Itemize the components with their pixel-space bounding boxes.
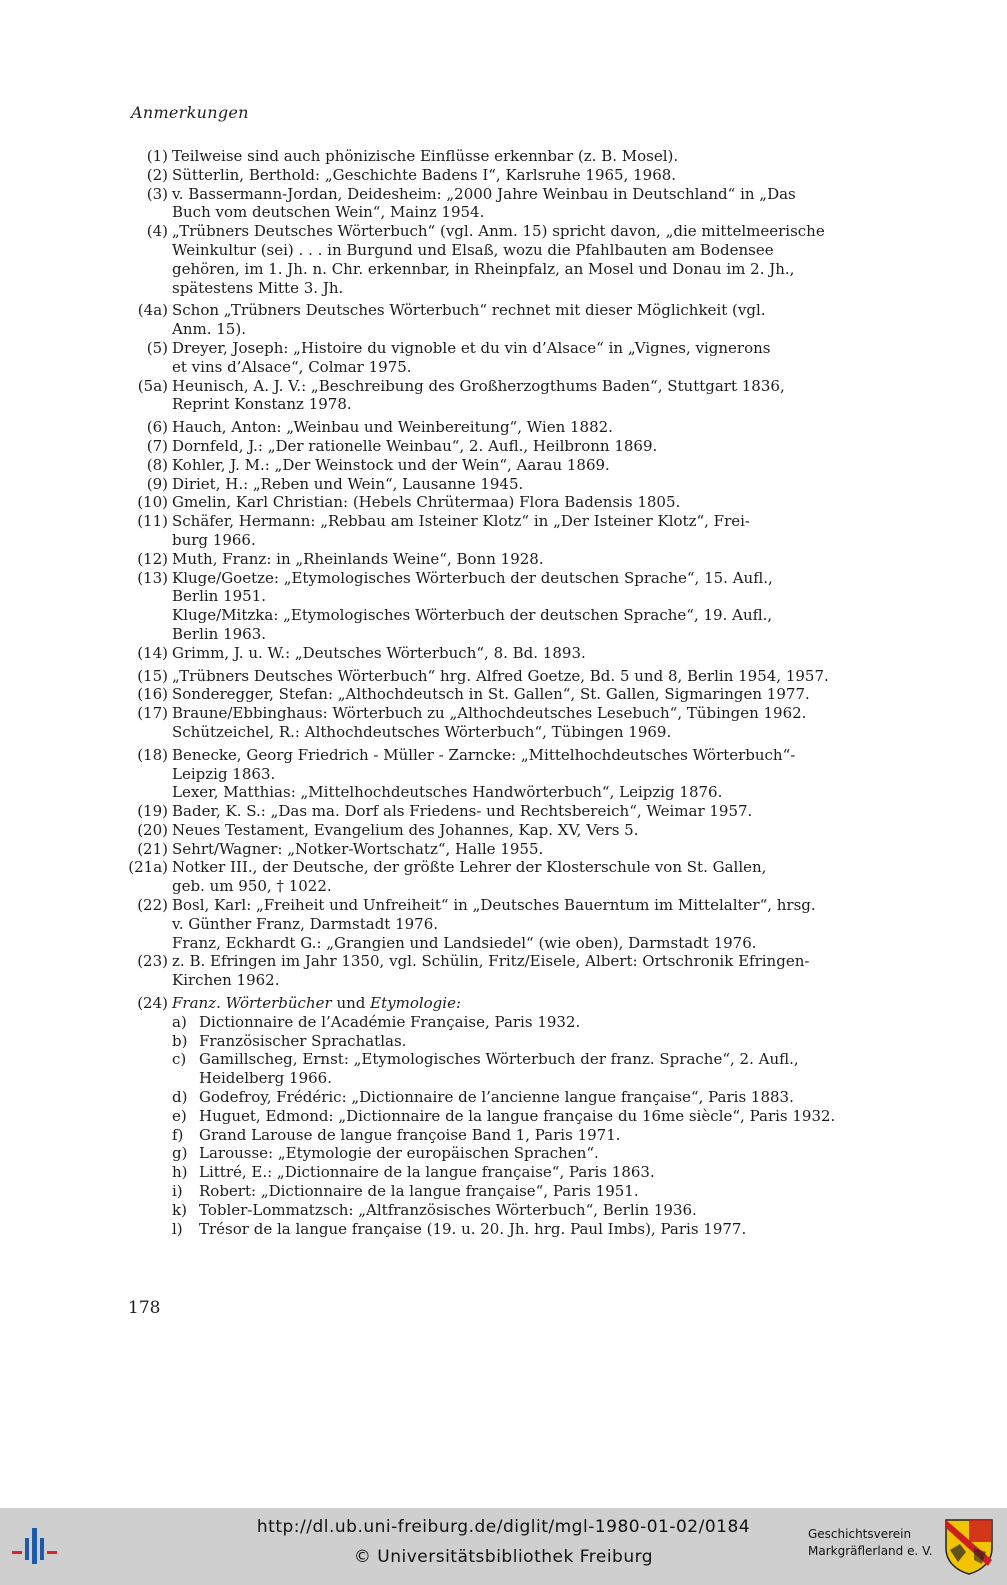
note-line: Dornfeld, J.: „Der rationelle Weinbau“, 2. Aufl., Heilbronn 1869. (172, 436, 658, 455)
sub-entry (128, 1050, 876, 1088)
note-number: (21) (137, 839, 168, 858)
society-name (808, 1526, 933, 1560)
note-number: (20) (137, 820, 168, 839)
sub-entry-line: Französischer Sprachatlas. (199, 1031, 407, 1050)
note-number: (17) (137, 704, 168, 723)
sub-entry-line: Larousse: „Etymologie der europäischen Sprachen“. (199, 1144, 599, 1163)
sub-entry-letter: g) (172, 1144, 188, 1163)
note-line: Kluge/Goetze: „Etymologisches Wörterbuch der deutschen Sprache“, 15. Aufl., (172, 568, 773, 587)
note-entry (128, 994, 876, 1013)
sub-entry (128, 1126, 876, 1145)
sub-entry-line: Dictionnaire de l’Académie Française, Paris 1932. (199, 1012, 581, 1031)
document-url[interactable]: http://dl.ub.uni-freiburg.de/diglit/mgl-1980-01-02/0184 (256, 1517, 751, 1537)
note-entry (128, 840, 876, 859)
sub-entry-text (199, 1050, 876, 1088)
note-text (172, 746, 876, 802)
note-number: (1) (146, 147, 168, 165)
note-text (172, 339, 876, 377)
sub-entry (128, 1201, 876, 1220)
sub-entry-line: Heidelberg 1966. (199, 1069, 332, 1088)
note-line: burg 1966. (172, 530, 256, 549)
note-line: Schäfer, Hermann: „Rebbau am Isteiner Klotz“ in „Der Isteiner Klotz“, Frei- (172, 512, 750, 531)
note-entry (128, 644, 876, 663)
sub-entry-letter: b) (172, 1031, 188, 1050)
note-number: (11) (137, 512, 168, 531)
sub-entry (128, 1163, 876, 1182)
note-entry (128, 339, 876, 377)
note-text (172, 493, 876, 512)
note-number: (24) (137, 994, 168, 1013)
note-entry (128, 377, 876, 415)
sub-entry-letter: a) (172, 1012, 187, 1031)
sub-entry-line: Grand Larouse de langue françoise Band 1, Paris 1971. (199, 1125, 621, 1144)
note-number: (21a) (128, 858, 168, 877)
note-entry (128, 821, 876, 840)
note-line: Franz, Eckhardt G.: „Grangien und Landsiedel“ (wie oben), Darmstadt 1976. (172, 933, 757, 952)
note-line: Schon „Trübners Deutsches Wörterbuch“ rechnet mit dieser Möglichkeit (vgl. (172, 301, 766, 320)
sub-entry-letter: e) (172, 1106, 187, 1125)
note-number: (18) (137, 745, 168, 764)
note-number: (10) (137, 493, 168, 512)
note-entry (128, 147, 876, 166)
note-number: (9) (146, 474, 168, 493)
coat-of-arms-icon (944, 1518, 994, 1576)
note-line: Sütterlin, Berthold: „Geschichte Badens I“, Karlsruhe 1965, 1968. (172, 165, 677, 184)
sub-entry-line: Huguet, Edmond: „Dictionnaire de la langue française du 16me siècle“, Paris 1932. (199, 1106, 836, 1125)
note-entry (128, 952, 876, 990)
note-text (172, 821, 876, 840)
note-line: Gmelin, Karl Christian: (Hebels Chrütermaa) Flora Badensis 1805. (172, 493, 681, 512)
note-text (172, 185, 876, 223)
sub-entry-letter: k) (172, 1200, 187, 1219)
note-text (172, 858, 876, 896)
note-text (172, 456, 876, 475)
note-entry (128, 222, 876, 297)
note-entry (128, 704, 876, 742)
note-entry (128, 418, 876, 437)
note-text (172, 222, 876, 297)
note-line: Hauch, Anton: „Weinbau und Weinbereitung“, Wien 1882. (172, 418, 613, 437)
sub-entry-text (199, 1126, 876, 1145)
sub-entry-line: Robert: „Dictionnaire de la langue française“, Paris 1951. (199, 1182, 639, 1201)
note-line: „Trübners Deutsches Wörterbuch“ (vgl. Anm. 15) spricht davon, „die mittelmeerische (172, 222, 825, 241)
note-number: (4a) (137, 301, 168, 320)
note-entry (128, 896, 876, 952)
note-entry (128, 858, 876, 896)
note-line: „Trübners Deutsches Wörterbuch“ hrg. Alfred Goetze, Bd. 5 und 8, Berlin 1954, 1957. (172, 666, 829, 685)
note-entry (128, 493, 876, 512)
note-line: Kluge/Mitzka: „Etymologisches Wörterbuch der deutschen Sprache“, 19. Aufl., (172, 606, 773, 625)
note-24-title-part-a: Franz. Wörterbücher (172, 994, 332, 1013)
note-line: Kirchen 1962. (172, 971, 280, 990)
sub-entry-text (199, 1220, 876, 1239)
sub-entry-line: Tobler-Lommatzsch: „Altfranzösisches Wörterbuch“, Berlin 1936. (199, 1200, 697, 1219)
note-text (172, 377, 876, 415)
note-text (172, 952, 876, 990)
sub-entry-text (199, 1201, 876, 1220)
note-entry (128, 685, 876, 704)
note-number: (16) (137, 685, 168, 704)
sub-entry-text (199, 1144, 876, 1163)
note-number: (5) (146, 338, 168, 357)
sub-entry-text (199, 1013, 876, 1032)
note-number: (4) (146, 222, 168, 241)
note-line: v. Bassermann-Jordan, Deidesheim: „2000 Jahre Weinbau in Deutschland“ in „Das (172, 184, 796, 203)
note-entry (128, 550, 876, 569)
running-heading: Anmerkungen (131, 103, 249, 122)
note-line: Berlin 1963. (172, 624, 267, 643)
note-text (172, 166, 876, 185)
note-24-title-part-c: Etymologie: (370, 994, 462, 1013)
sub-entry-text (199, 1182, 876, 1201)
note-entry (128, 746, 876, 802)
note-text (172, 301, 876, 339)
note-text (172, 475, 876, 494)
note-entry (128, 667, 876, 686)
note-text (172, 994, 876, 1013)
note-text (172, 569, 876, 644)
note-text (172, 667, 876, 686)
note-line: Reprint Konstanz 1978. (172, 395, 352, 414)
note-line: Leipzig 1863. (172, 764, 276, 783)
sub-entry (128, 1032, 876, 1051)
note-line: Schützeichel, R.: Althochdeutsches Wörterbuch“, Tübingen 1969. (172, 722, 672, 741)
sub-entry (128, 1220, 876, 1239)
sub-entry-line: Godefroy, Frédéric: „Dictionnaire de l’ancienne langue française“, Paris 1883. (199, 1088, 794, 1107)
note-number: (12) (137, 549, 168, 568)
note-line: Heunisch, A. J. V.: „Beschreibung des Großherzogthums Baden“, Stuttgart 1836, (172, 376, 785, 395)
sub-entry (128, 1144, 876, 1163)
note-entry (128, 437, 876, 456)
note-line: et vins d’Alsace“, Colmar 1975. (172, 357, 412, 376)
note-line: geb. um 950, † 1022. (172, 877, 332, 896)
sub-entry-text (199, 1163, 876, 1182)
note-entry (128, 569, 876, 644)
sub-entry-line: Littré, E.: „Dictionnaire de la langue française“, Paris 1863. (199, 1163, 655, 1182)
sub-entry (128, 1107, 876, 1126)
notes-list (128, 147, 876, 1238)
note-text (172, 147, 876, 166)
footer-bar (0, 1508, 1007, 1585)
note-text (172, 840, 876, 859)
note-number: (2) (146, 165, 168, 184)
note-number: (22) (137, 896, 168, 915)
note-text (172, 685, 876, 704)
note-line: z. B. Efringen im Jahr 1350, vgl. Schülin, Fritz/Eisele, Albert: Ortschronik Efringen- (172, 952, 810, 971)
sub-entry (128, 1182, 876, 1201)
note-number: (15) (137, 666, 168, 685)
note-24-title (172, 994, 876, 1013)
note-line: Berlin 1951. (172, 587, 267, 606)
note-line: Anm. 15). (172, 320, 246, 339)
note-text (172, 644, 876, 663)
note-24-title-part-b: und (331, 994, 371, 1013)
sub-entry (128, 1013, 876, 1032)
page-number: 178 (128, 1298, 161, 1318)
note-text (172, 418, 876, 437)
sub-entry-letter: d) (172, 1088, 188, 1107)
note-number: (3) (146, 184, 168, 203)
note-entry (128, 185, 876, 223)
note-entry (128, 802, 876, 821)
note-line: Sehrt/Wagner: „Notker-Wortschatz“, Halle 1955. (172, 839, 544, 858)
sub-entry (128, 1088, 876, 1107)
note-line: Bader, K. S.: „Das ma. Dorf als Friedens- und Rechtsbereich“, Weimar 1957. (172, 802, 753, 821)
note-line: spätestens Mitte 3. Jh. (172, 278, 344, 297)
note-line: v. Günther Franz, Darmstadt 1976. (172, 914, 439, 933)
note-line: Neues Testament, Evangelium des Johannes, Kap. XV, Vers 5. (172, 820, 639, 839)
note-number: (5a) (137, 376, 168, 395)
sub-entry-text (199, 1088, 876, 1107)
note-text (172, 896, 876, 952)
copyright-notice: © Universitätsbibliothek Freiburg (353, 1547, 654, 1567)
note-line: Braune/Ebbinghaus: Wörterbuch zu „Althochdeutsches Lesebuch“, Tübingen 1962. (172, 704, 807, 723)
note-number: (19) (137, 802, 168, 821)
note-text (172, 802, 876, 821)
note-number: (14) (137, 643, 168, 662)
sub-entry-text (199, 1107, 876, 1126)
society-line-2: Markgräflerland e. V. (808, 1544, 933, 1558)
note-number: (8) (146, 455, 168, 474)
note-line: Benecke, Georg Friedrich - Müller - Zarncke: „Mittelhochdeutsches Wörterbuch“- (172, 745, 796, 764)
note-line: gehören, im 1. Jh. n. Chr. erkennbar, in Rheinpfalz, an Mosel und Donau im 2. Jh., (172, 259, 795, 278)
sub-entry-letter: l) (172, 1219, 183, 1238)
sub-entry-line: Trésor de la langue française (19. u. 20. Jh. hrg. Paul Imbs), Paris 1977. (199, 1219, 747, 1238)
note-line: Kohler, J. M.: „Der Weinstock und der Wein“, Aarau 1869. (172, 455, 610, 474)
note-number: (7) (146, 436, 168, 455)
note-line: Dreyer, Joseph: „Histoire du vignoble et du vin d’Alsace“ in „Vignes, vignerons (172, 338, 771, 357)
note-line: Muth, Franz: in „Rheinlands Weine“, Bonn 1928. (172, 549, 544, 568)
note-line: Lexer, Matthias: „Mittelhochdeutsches Handwörterbuch“, Leipzig 1876. (172, 783, 723, 802)
note-text (172, 704, 876, 742)
note-entry (128, 475, 876, 494)
note-entry (128, 456, 876, 475)
sub-entry-text (199, 1032, 876, 1051)
society-line-1: Geschichtsverein (808, 1527, 912, 1541)
note-line: Buch vom deutschen Wein“, Mainz 1954. (172, 203, 485, 222)
note-line: Diriet, H.: „Reben und Wein“, Lausanne 1945. (172, 474, 524, 493)
note-text (172, 550, 876, 569)
note-entry (128, 166, 876, 185)
note-line: Notker III., der Deutsche, der größte Lehrer der Klosterschule von St. Gallen, (172, 858, 767, 877)
note-line: Sonderegger, Stefan: „Althochdeutsch in St. Gallen“, St. Gallen, Sigmaringen 1977. (172, 685, 810, 704)
sub-entry-line: Gamillscheg, Ernst: „Etymologisches Wörterbuch der franz. Sprache“, 2. Aufl., (199, 1050, 799, 1069)
note-number: (13) (137, 568, 168, 587)
note-entry (128, 512, 876, 550)
sub-entry-letter: i) (172, 1182, 183, 1201)
sub-entry-letter: c) (172, 1050, 187, 1069)
note-line: Grimm, J. u. W.: „Deutsches Wörterbuch“, 8. Bd. 1893. (172, 643, 586, 662)
note-line: Weinkultur (sei) . . . in Burgund und Elsaß, wozu die Pfahlbauten am Bodensee (172, 240, 774, 259)
note-text (172, 437, 876, 456)
note-line: Teilweise sind auch phönizische Einflüsse erkennbar (z. B. Mosel). (172, 147, 679, 165)
note-number: (23) (137, 952, 168, 971)
note-text (172, 512, 876, 550)
note-entry (128, 301, 876, 339)
sub-entry-letter: h) (172, 1163, 188, 1182)
sub-entry-letter: f) (172, 1125, 184, 1144)
note-number: (6) (146, 418, 168, 437)
note-line: Bosl, Karl: „Freiheit und Unfreiheit“ in „Deutsches Bauerntum im Mittelalter“, hrsg. (172, 896, 816, 915)
